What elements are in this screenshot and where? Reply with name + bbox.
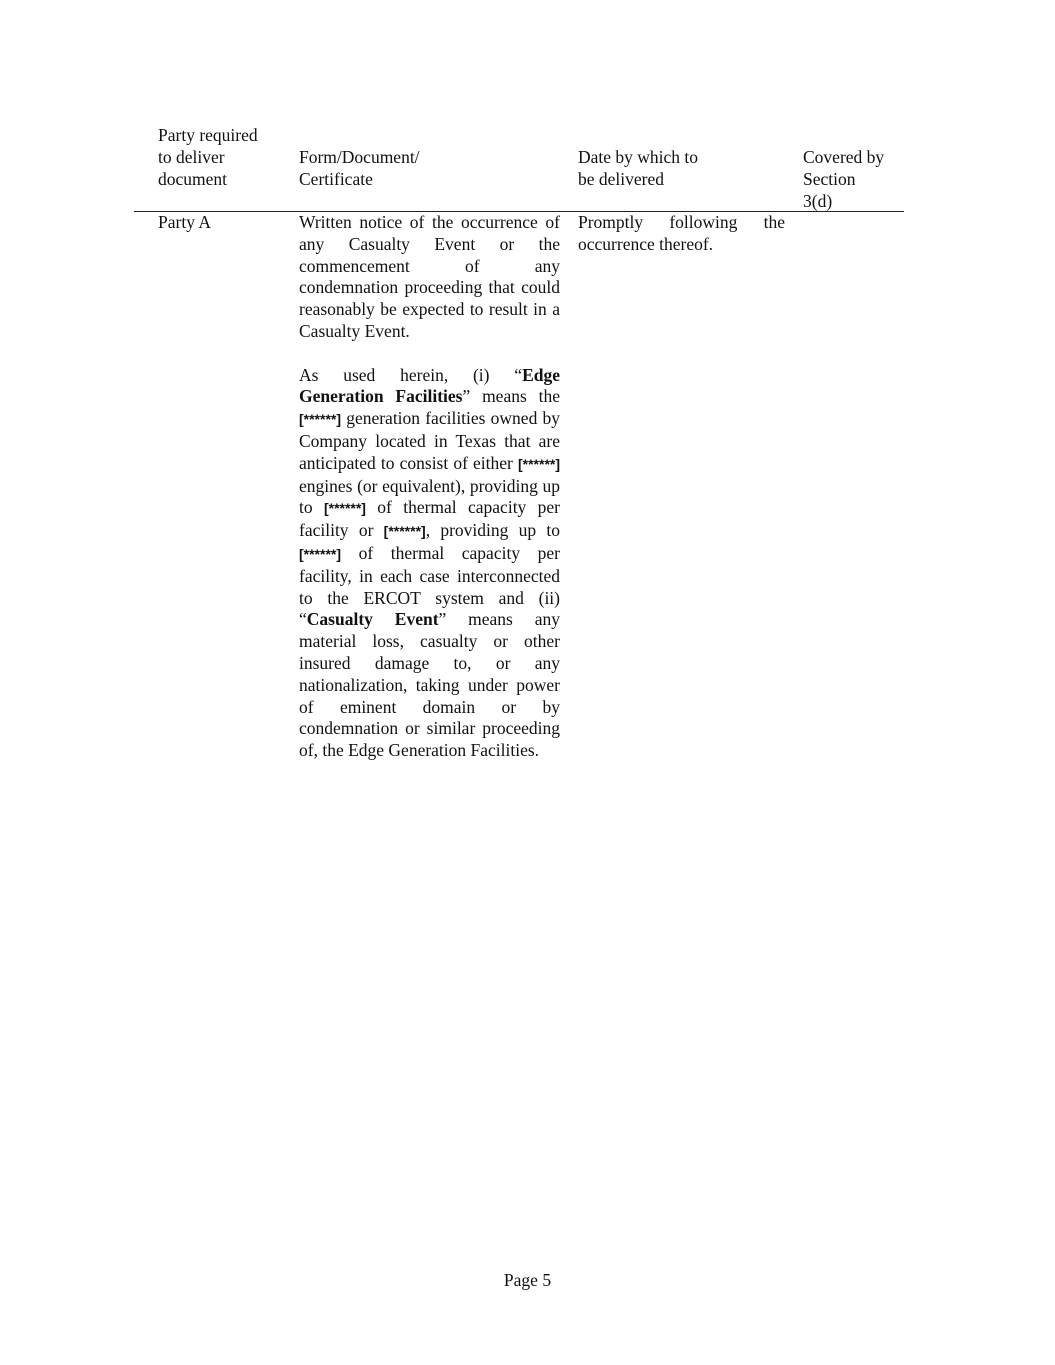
- header-party-line: Party required: [158, 125, 258, 145]
- definition-text: of thermal capacity per facility, in each case interconnected to the ERCOT system and (ii) “: [299, 542, 560, 630]
- header-form-line: Certificate: [299, 168, 373, 189]
- header-form-column: [299, 147, 420, 191]
- definition-text: , providing up to: [425, 520, 561, 541]
- redaction-marker: [******]: [299, 545, 342, 562]
- row-party-value: Party A: [158, 212, 211, 232]
- header-party-line: to deliver: [158, 146, 225, 167]
- redaction-marker: [******]: [323, 500, 366, 517]
- redaction-marker: [******]: [517, 455, 560, 472]
- header-covered-column: [803, 147, 884, 212]
- page-number: Page 5: [503, 1270, 552, 1290]
- redaction-marker: [******]: [383, 523, 426, 540]
- defined-term: Casualty Event: [306, 609, 439, 630]
- row-date-cell: [578, 212, 785, 256]
- notice-paragraph: Written notice of the occurrence of any Casualty Event or the commencement of any condemnation proceeding that could reasonably be expected to result in a Casualty Event.: [299, 212, 560, 341]
- definition-text: engines (or equivalent), providing up to: [299, 475, 560, 518]
- definition-text: of thermal capacity per facility or: [299, 497, 560, 541]
- row-party-cell: [158, 212, 278, 234]
- row-form-cell: [299, 212, 560, 762]
- row-date-value: Promptly following the occurrence thereof.: [578, 212, 785, 254]
- header-covered-line: Section: [803, 168, 856, 189]
- definition-text: ” means the: [462, 386, 560, 407]
- header-covered-line: 3(d): [803, 190, 833, 211]
- header-party-column: [158, 125, 258, 190]
- header-date-column: [578, 147, 698, 191]
- definitions-paragraph: [299, 365, 560, 762]
- definition-text: generation facilities owned by Company located in Texas that are anticipated to consist of either: [299, 408, 560, 473]
- header-covered-line: Covered by: [803, 147, 885, 167]
- defined-term: Edge Generation Facilities: [299, 364, 560, 407]
- definition-text: As used herein, (i) “: [299, 364, 523, 385]
- definition-text: ” means any material loss, casualty or other insured damage to, or any nationalization, taking under power of eminent domain or by condemnation or similar proceeding of, the Edge Generation Facilities.: [299, 609, 561, 761]
- header-date-line: Date by which to: [578, 147, 699, 167]
- header-party-line: document: [158, 168, 228, 189]
- header-date-line: be delivered: [578, 168, 664, 189]
- redaction-marker: [******]: [299, 411, 342, 428]
- header-form-line: Form/Document/: [299, 147, 420, 167]
